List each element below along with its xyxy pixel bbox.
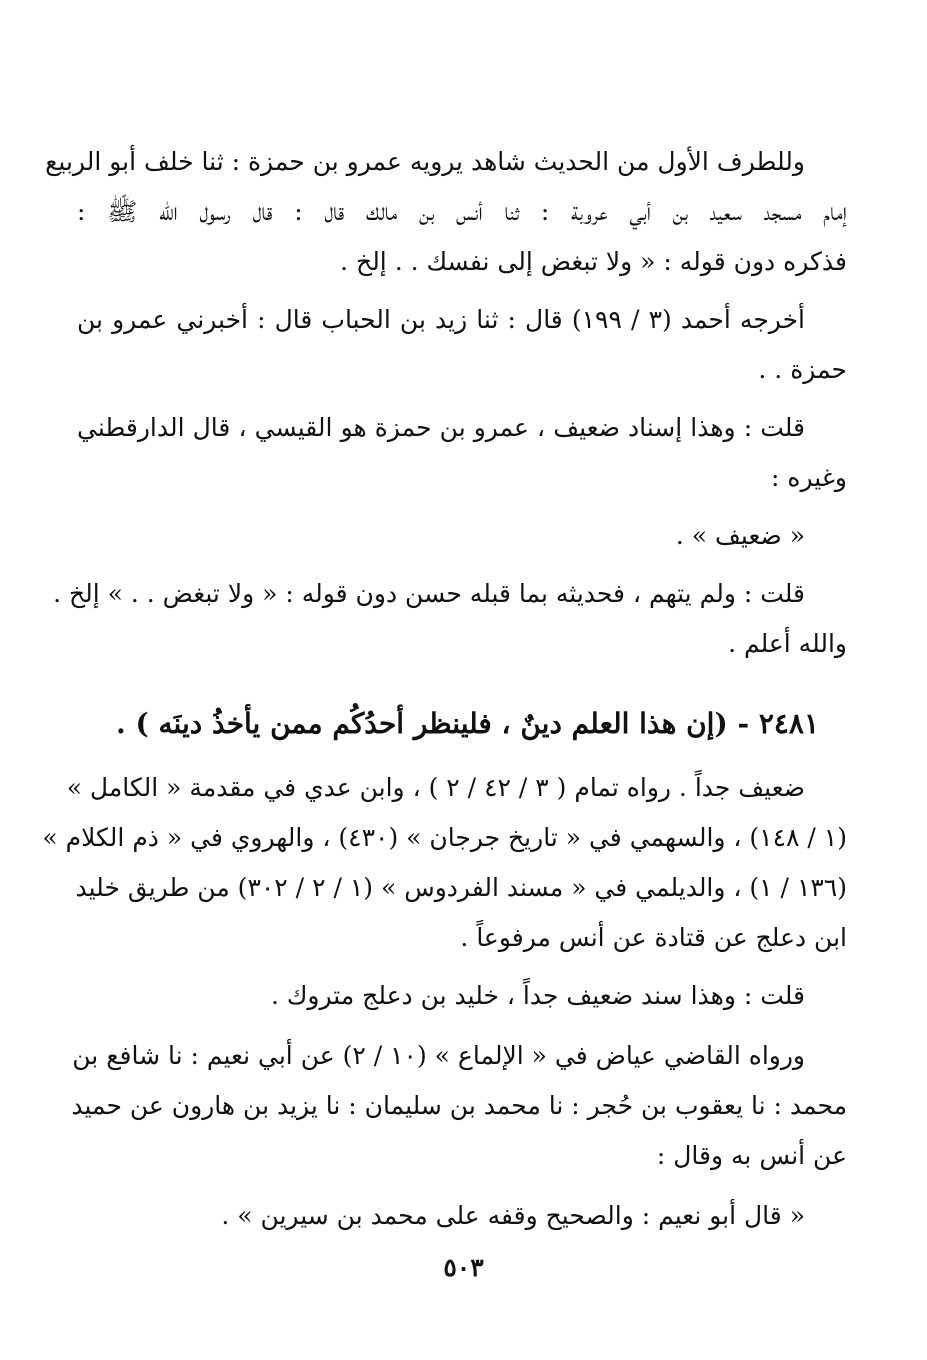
quoted-text: « ضعيف » . [675, 521, 805, 550]
text-line: أخرجه أحمد (٣ / ١٩٩) قال : ثنا زيد بن الحباب قال : أخبرني عمرو بن [77, 305, 805, 334]
text-line: حمزة . . [758, 355, 847, 384]
text-line: محمد : نا يعقوب بن حُجر : نا محمد بن سليمان : نا يزيد بن هارون عن حميد [71, 1091, 847, 1120]
text-line: وغيره : [771, 463, 847, 492]
quoted-text: « قال أبو نعيم : والصحيح وقفه على محمد بن سيرين » . [221, 1201, 805, 1230]
text-line: (١٣٦ / ١) ، والديلمي في « مسند الفردوس » (١ / ٢ / ٣٠٢) من طريق خليد [75, 873, 847, 902]
text-line: قلت : ولم يتهم ، فحديثه بما قبله حسن دون قوله : « ولا تبغض . . » إلخ . [53, 579, 805, 608]
text-line: وللطرف الأول من الحديث شاهد يرويه عمرو بن حمزة : ثنا خلف أبو الربيع [45, 147, 805, 176]
text-line: قلت : وهذا سند ضعيف جداً ، خليد بن دعلج متروك . [270, 981, 805, 1010]
text-line: قلت : وهذا إسناد ضعيف ، عمرو بن حمزة هو القيسي ، قال الدارقطني [77, 413, 805, 442]
hadith-heading: ٢٤٨١ - (إن هذا العلم دينٌ ، فلينظر أحدُكُم ممن يأخذُ دينَه ) . [116, 707, 819, 740]
text-line: والله أعلم . [728, 629, 847, 658]
text-line: (١ / ١٤٨) ، والسهمي في « تاريخ جرجان » (٤٣٠) ، والهروي في « ذم الكلام » [42, 823, 847, 852]
text-line: عن أنس به وقال : [656, 1141, 847, 1170]
page-number: ٥٠٣ [443, 1253, 484, 1282]
text-line: ابن دعلج عن قتادة عن أنس مرفوعاً . [460, 923, 847, 952]
text-line: إمام مسجد سعيد بن أبي عروبة : ثنا أنس بن مالك قال : قال رسول الله ﷺ : [77, 197, 847, 226]
text-line: فذكره دون قوله : « ولا تبغض إلى نفسك . . إلخ . [340, 247, 847, 276]
text-line: ورواه القاضي عياض في « الإلماع » (١٠ / ٢) عن أبي نعيم : نا شافع بن [72, 1041, 805, 1070]
text-line: ضعيف جداً . رواه تمام ( ٣ / ٤٢ / ٢ ) ، وابن عدي في مقدمة « الكامل » [66, 773, 805, 802]
